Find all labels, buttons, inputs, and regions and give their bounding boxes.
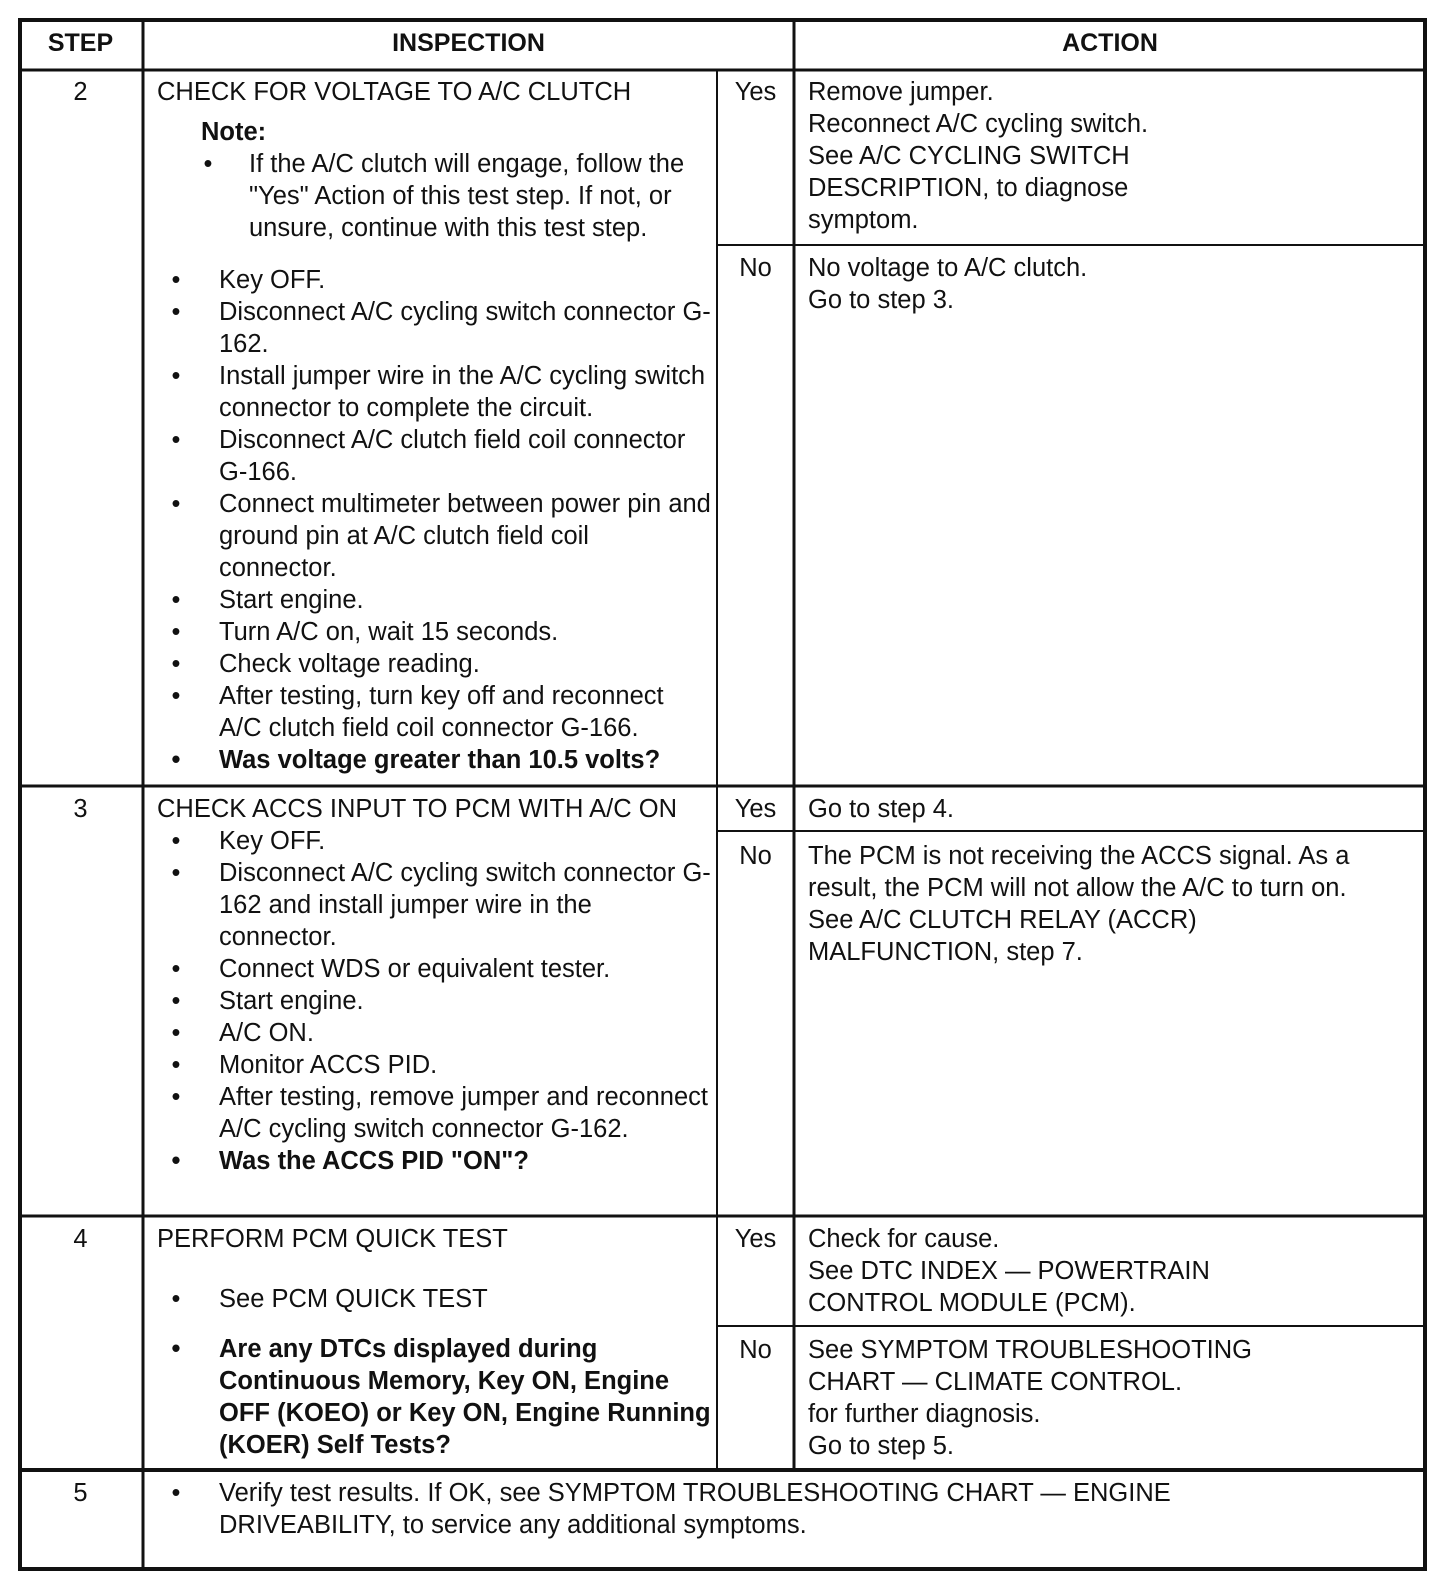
note-item: • If the A/C clutch will engage, follow the "Yes" Action of this test step. If not, or unsure, continue with this test step. [201,148,711,244]
bullet-icon: • [171,298,181,326]
bullet-icon: • [171,1051,181,1079]
bullet-icon: • [203,150,213,178]
bullet-icon: • [171,1335,181,1363]
list-item: • Install jumper wire in the A/C cycling switch connector to complete the circuit. [157,360,711,424]
no-action: See SYMPTOM TROUBLESHOOTING CHART — CLIMATE CONTROL. for further diagnosis. Go to step 5. [808,1336,1252,1460]
step-title: PERFORM PCM QUICK TEST [157,1225,508,1253]
list-item: • Verify test results. If OK, see SYMPTOM TROUBLESHOOTING CHART — ENGINE DRIVEABILITY, to service any additional symptoms. [157,1477,1257,1541]
question-item: • Was voltage greater than 10.5 volts? [157,744,711,776]
bullet-icon: • [171,682,181,710]
yes-label: Yes [734,78,777,106]
list-item: • A/C ON. [157,1017,711,1049]
list-item: • Monitor ACCS PID. [157,1049,711,1081]
step-4-inspection [157,1223,711,1461]
bullet-icon: • [171,1083,181,1111]
list-item: • Disconnect A/C cycling switch connector G-162. [157,296,711,360]
header-inspection: INSPECTION [392,29,545,57]
list-item: • Key OFF. [157,264,711,296]
list-item: • After testing, remove jumper and reconnect A/C cycling switch connector G-162. [157,1081,711,1145]
no-action: No voltage to A/C clutch. Go to step 3. [808,254,1088,314]
bullet-icon: • [171,827,181,855]
step-title: CHECK ACCS INPUT TO PCM WITH A/C ON [157,795,677,823]
yes-action: Remove jumper. Reconnect A/C cycling switch. See A/C CYCLING SWITCH DESCRIPTION, to diagnose symptom. [808,78,1149,234]
bullet-icon: • [171,955,181,983]
bullet-icon: • [171,1019,181,1047]
list-item: • Disconnect A/C clutch field coil connector G-166. [157,424,711,488]
question-item: • Are any DTCs displayed during Continuous Memory, Key ON, Engine OFF (KOEO) or Key ON, Engine Running (KOER) Self Tests? [157,1333,711,1461]
inspection-list [157,1283,711,1461]
diagnostic-table [18,18,1428,1572]
step-title: CHECK FOR VOLTAGE TO A/C CLUTCH [157,78,632,106]
inspection-list [157,825,711,1177]
bullet-icon: • [171,746,181,774]
bullet-icon: • [171,618,181,646]
note-label: Note: [201,118,267,146]
bullet-icon: • [171,650,181,678]
bullet-icon: • [171,1285,181,1313]
list-item: • Start engine. [157,584,711,616]
list-item: • Connect multimeter between power pin and ground pin at A/C clutch field coil connector. [157,488,711,584]
bullet-icon: • [171,859,181,887]
bullet-icon: • [171,1147,181,1175]
no-label: No [739,1336,772,1364]
yes-action: Go to step 4. [808,795,955,823]
inspection-list [157,264,711,776]
step-number: 2 [73,78,88,106]
list-item: • Turn A/C on, wait 15 seconds. [157,616,711,648]
bullet-icon: • [171,490,181,518]
list-item: • Key OFF. [157,825,711,857]
no-action: The PCM is not receiving the ACCS signal. As a result, the PCM will not allow the A/C to turn on. See A/C CLUTCH RELAY (ACCR) MALFUNCTION, step 7. [808,842,1350,966]
list-item: • Start engine. [157,985,711,1017]
list-item: • Disconnect A/C cycling switch connector G-162 and install jumper wire in the connector. [157,857,711,953]
bullet-icon: • [171,426,181,454]
step-2-inspection [157,76,711,776]
bullet-icon: • [171,987,181,1015]
step-number: 4 [73,1225,88,1253]
yes-label: Yes [734,1225,777,1253]
list-item: • Check voltage reading. [157,648,711,680]
yes-action: Check for cause. See DTC INDEX — POWERTRAIN CONTROL MODULE (PCM). [808,1225,1210,1317]
no-label: No [739,254,772,282]
question-item: • Was the ACCS PID "ON"? [157,1145,711,1177]
no-label: No [739,842,772,870]
bullet-icon: • [171,266,181,294]
yes-label: Yes [734,795,777,823]
header-step: STEP [47,29,114,57]
bullet-icon: • [171,586,181,614]
step-number: 3 [73,795,88,823]
bullet-icon: • [171,1479,181,1507]
header-action: ACTION [1062,29,1158,57]
step-number: 5 [73,1479,88,1507]
list-item: • After testing, turn key off and reconnect A/C clutch field coil connector G-166. [157,680,711,744]
list-item: • See PCM QUICK TEST [157,1283,711,1315]
step-3-inspection [157,793,711,1177]
bullet-icon: • [171,362,181,390]
list-item: • Connect WDS or equivalent tester. [157,953,711,985]
note-box [157,116,711,244]
step-5-inspection [157,1477,1257,1541]
